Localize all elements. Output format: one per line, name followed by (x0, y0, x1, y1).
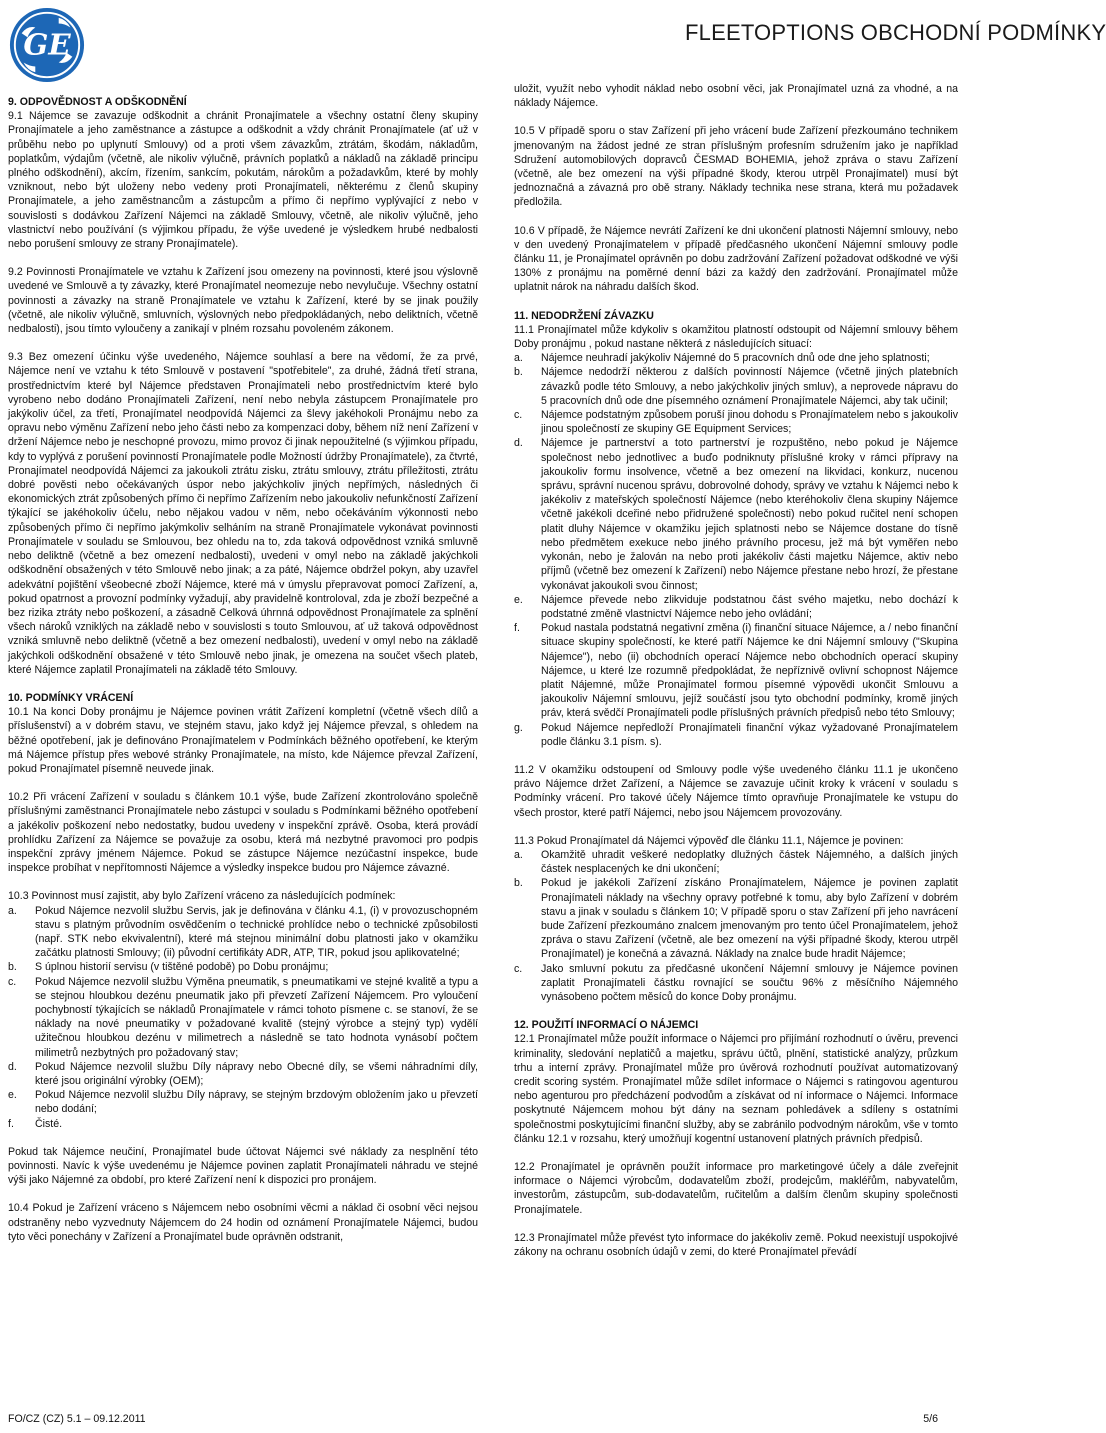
paragraph-10-3-after: Pokud tak Nájemce neučiní, Pronajímatel bude účtovat Nájemci své náklady za nesplnění této povinnosti. Navíc k výše uvedenému je Nájemce povinen zaplatit Pronajímateli náhradu ve stejné výši jako Nájemné za období, pro které Zařízení není k dispozici pro pronájem. (8, 1145, 478, 1187)
list-item: e. Pokud Nájemce nezvolil službu Díly nápravy, se stejným brzdovým obložením jako u převzetí nebo dodání; (8, 1089, 478, 1116)
paragraph-9-3: 9.3 Bez omezení účinku výše uvedeného, Nájemce souhlasí a bere na vědomí, že za prvé, Nájemce není ve vztahu k této Smlouvě v postavení "spotřebitele", za druhé, žádná třetí strana, prostřednictvím které byl Nájemce představen Pronajímateli nebo prostřednictvím které bylo vyrobeno nebo dodáno Pronajímateli Zařízení, není nebo nebyla zástupcem Pronajímatele pro jakýkoliv účel, za třetí, Pronajímatel neodpovídá Nájemci za šlevy jakéhokoli Pronájmu nebo za opravu nebo výměnu Zařízení nebo jeho části nebo za kompenzaci doby, během níž není Zařízení v držení Nájemce nebo je neschopné provozu, mimo provoz či jinak nepoužitelné (s výjimkou případu, kdy to vyplývá z porušení povinností Pronajímatele podle Možností údržby Pronajímatele), za čtvrté, Pronajímatel neodpovídá Nájemci za jakoukoli ztrátu zisku, ztrátu smlouvy, ztrátu příležitosti, ztrátu dobré pověsti nebo očekávaných úspor nebo jakýchkoliv jiných nepřímých, následných či ekonomických ztrát způsobených přímo či nepřímo Zařízením nebo jakoukoliv nefunkčností Zařízení týkající se jakéhokoliv účelu, nebo nějakou vadou v něm, nebo očekáváním výkonnosti nebo způsobených přímo či nepřímo jakýmkoliv selháním na straně Pronajímatele vykonávat povinnosti Pronajímatele v souladu se Smlouvou, bez ohledu na to, zda taková odpovědnost vzniká smluvně nebo deliktně (včetně a bez omezení nedbalosti), uvedeni v omyl nebo na základě jakýchkoli odškodnění obsažených v této Smlouvě nebo jinak; a za páté, Nájemce obdržel pokyn, aby uzavřel adekvátní pojištění všeobecné zboží Nájemce, které má v úmyslu přepravovat pomocí Zařízení, a, pokud opatrnost a provozní podmínky vyžadují, aby pravidelně kontroloval, zda je zboží bezpečné a bez rizika ztráty nebo poškození, a zásadně Celková úhrnná odpovědnost Pronajímatele za splnění všech nároků vzniklých na základě nebo v souvislosti s touto Smlouvou, ať už taková odpovědnost vzniká smluvně nebo deliktně (včetně a bez omezení nedbalosti), uvedení v omyl nebo na základě jakýchkoli odškodnění obsažené v této Smlouvě nebo jinak, je omezena na součet všech plateb, které Nájemce zaplatil Pronajímateli na základě této Smlouvy. (8, 351, 478, 676)
list-item: a. Okamžitě uhradit veškeré nedoplatky dlužných částek Nájemného, a dalších jiných částek nesplacených ke dni ukončení; (514, 848, 958, 876)
list-item: f. Pokud nastala podstatná negativní změna (i) finanční situace Nájemce, a / nebo finanční situace skupiny společností, ke které patří Nájemce ke dni Nájemní smlouvy ("Skupina Nájemce"), nebo (ii) obchodních operací Nájemce nebo obchodních operací skupiny Nájemce, u které lze rozumně předpokládat, že nepříznivě ovlivní schopnost Nájemce platit Nájemné, může Pronajímatel formou písemné výpovědi ukončit Smlouvu a jakoukoliv Nájemní smlouvu, jejíž součástí jsou tyto obchodní podmínky, kromě jiných práv, která svědčí Pronajímateli podle příslušných právních předpisů nebo této Smlouvy; (514, 622, 958, 720)
footer-page-number: 5/6 (923, 1413, 938, 1425)
list-item: b. S úplnou historií servisu (v tištěné podobě) po Dobu pronájmu; (8, 961, 329, 974)
section-10-heading: 10. PODMÍNKY VRÁCENÍ (8, 691, 134, 704)
paragraph-10-4: 10.4 Pokud je Zařízení vráceno s Nájemcem nebo osobními věcmi a náklad či osobní věci nejsou odstraněny nebo vyzvednuty Nájemcem do 24 hodin od oznámení Pronajímatele Nájemci, budou tyto věci ponechány v Zařízení a Pronajímatel bude oprávněn odstranit, (8, 1202, 478, 1243)
footer-document-code: FO/CZ (CZ) 5.1 – 09.12.2011 (8, 1413, 146, 1425)
document-title: FLEETOPTIONS OBCHODNÍ PODMÍNKY (685, 20, 1106, 45)
list-item: d. Pokud Nájemce nezvolil službu Díly nápravy nebo Obecné díly, se všemi náhradními díly, které jsou originální výrobky (OEM); (8, 1060, 478, 1087)
list-item: d. Nájemce je partnerství a toto partnerství je rozpuštěno, nebo pokud je Nájemce společnost nebo jednotlivec a buďo podniknuty příslušné kroky v rámci přípravy na jakoukoliv formu insolvence, včetně a bez omezení na likvidaci, konkurz, nucenou správu, správní nucenou správu, dobrovolné dohody, správy ve vztahu k Nájemci nebo k jakékoliv z mateřských společností Nájemce (nebo kteréhokoliv člena skupiny Nájemce včetně jakékoli dceřiné nebo přidružené společnosti) nebo pokud ručitel není schopen platit dluhy Nájemce v okamžiku jejich splatnosti nebo se Nájemce dostane do tísně nebo předmětem exekuce nebo jiného právního procesu, jež má být vyměřen nebo vykonán, nebo je žalován na nebo proti jakékoliv části majetku Nájemce, aktiv nebo příjmů (včetně bez omezení k Zařízení) nebo Nájemce přestane nebo hrozí, že přestane vykonávat jakoukoli svou činnost; (514, 437, 958, 592)
paragraph-9-2: 9.2 Povinnosti Pronajímatele ve vztahu k Zařízení jsou omezeny na povinnosti, které jsou výslovně uvedené ve Smlouvě a ty závazky, které Pronajímatel neomezuje nebo nevylučuje. Všechny ostatní povinnosti a závazky na straně Pronajímatele ve vztahu k Zařízení, které by se jinak použily (včetně, ale nikoliv výlučně, smluvních, výslovných nebo předpokládaných, nebo deliktních, včetně nedbalosti), jsou tímto vyloučeny a zanikají v plném rozsahu povoleném zákonem. (8, 266, 478, 336)
section-12-heading: 12. POUŽITÍ INFORMACÍ O NÁJEMCI (514, 1019, 699, 1032)
list-item: c. Jako smluvní pokutu za předčasné ukončení Nájemní smlouvy je Nájemce povinen zaplatit Pronajímateli částku rovnající se součtu 96% z měsíčního Nájemného vynásobeno počtem měsíců do konce Doby pronájmu. (514, 962, 958, 1003)
paragraph-10-4-cont: uložit, využít nebo vyhodit náklad nebo osobní věci, jak Pronajímatel uzná za vhodné, a na náklady Nájemce. (514, 83, 958, 110)
paragraph-11-1-intro: 11.1 Pronajímatel může kdykoliv s okamžitou platností odstoupit od Nájemní smlouvy během Doby pronájmu , pokud nastane některá z následujících situací: (514, 323, 958, 351)
list-item: b. Pokud je jakékoli Zařízení získáno Pronajímatelem, Nájemce je povinen zaplatit Pronajímateli náklady na všechny opravy potřebné k tomu, aby bylo Zařízení v dobrém stavu a jinak v souladu s článkem 10; V případě sporu o stav Zařízení při jeho navrácení bude Zařízení přezkoumáno znalcem jmenovaným pro tento účel Pronajímatelem, jehož zpráva o stavu Zařízení (včetně, ale bez omezení na výši případné škody, kterou utrpěl Pronajímatel) je konečná a závazná. Náklady na znalce bude hradit Nájemce; (514, 877, 958, 961)
paragraph-11-3-intro: 11.3 Pokud Pronajímatel dá Nájemci výpověď dle článku 11.1, Nájemce je povinen: (514, 834, 904, 847)
paragraph-11-2: 11.2 V okamžiku odstoupení od Smlouvy podle výše uvedeného článku 11.1 je ukončeno právo Nájemce držet Zařízení, a Nájemce se zavazuje učinit kroky k vrácení v souladu s Podmínky vrácení. Pro takové účely Nájemce tímto opravňuje Pronajímatele ke vstupu do všech prostor, které patří Nájemci, nebo jsou Nájemcem provozovány. (514, 763, 958, 819)
list-item: c. Nájemce podstatným způsobem poruší jinou dohodu s Pronajímatelem nebo s jakoukoliv jinou společností ze skupiny GE Equipment Services; (514, 409, 958, 436)
paragraph-10-5: 10.5 V případě sporu o stav Zařízení při jeho vrácení bude Zařízení přezkoumáno technikem jmenovaným na žádost jedné ze stran příslušným profesním sdružením jako je například Sdružení automobilových dopravců ČESMAD BOHEMIA, jehož zpráva o stavu Zařízení (včetně, ale bez omezení na výši případné škody, kterou utrpěl Pronajímatel) musí být jednoznačná a závazná pro obě strany. Náklady technika nese strana, která mu požadavek předložila. (514, 125, 958, 209)
paragraph-12-1: 12.1 Pronajímatel může použít informace o Nájemci pro přijímání rozhodnutí o úvěru, prevenci kriminality, sledování neplatičů a majetku, správu účtů, plnění, statistické analýzy, průzkum trhu a interní zprávy. Pronajímatel může pro úvěrová rozhodnutí používat automatizovaný credit scoring systém. Pronajímatel může sdílet informace o Nájemci s ratingovou agenturou nebo agenturou pro předcházení podvodům a získávat od ní informace o Nájemci. Informace poskytnuté Nájemcem mohou být dány na seznam pohledávek a sdíleny s ostatními společnostmi poskytujícími finanční služby, aby se zabránilo podvodným nárokům, vše v tomto článku 12.1 v rozsahu, který umožňují kogentní ustanovení platných právních předpisů. (514, 1033, 958, 1145)
list-item: f. Čisté. (8, 1117, 63, 1130)
paragraph-12-2: 12.2 Pronajímatel je oprávněn použít informace pro marketingové účely a dále zveřejnit informace o Nájemci výrobcům, dodavatelům zboží, prodejcům, makléřům, nabyvatelům, investorům, zástupcům, sub-dodavatelům, ručitelům a dalším členům skupiny společnosti Pronajímatele. (514, 1161, 958, 1216)
svg-text:GE: GE (23, 27, 71, 62)
list-item: a. Nájemce neuhradí jakýkoliv Nájemné do 5 pracovních dnů ode dne jeho splatnosti; (514, 352, 930, 365)
paragraph-10-6: 10.6 V případě, že Nájemce nevrátí Zařízení ke dni ukončení platnosti Nájemní smlouvy, nebo v den uvedený Pronajímatelem v případě předčasného ukončení Nájemní smlouvy podle článku 11, je Pronajímatel oprávněn po dobu zadržování Zařízení požadovat odškodné ve výši 130% z pronájmu na poměrné denní bázi za každý den zadržování. Pronajímatel může uplatnit nárok na náhradu dalších škod. (514, 224, 958, 294)
paragraph-9-1: 9.1 Nájemce se zavazuje odškodnit a chránit Pronajímatele a všechny ostatní členy skupiny Pronajímatele a jeho zaměstnance a zástupce a odškodnit a vždy chránit Pronajímatele (ať už v průběhu nebo po uplynutí Smlouvy) od a proti všem závazkům, ztrátám, škodám, nákladům, poplatkům, výdajům (včetně, ale nikoliv výlučně, právních poplatků a nákladů na základě principu plného odškodnění), akcím, řízením, sankcím, pokutám, nárokům a požadavkům, které by mohly vzniknout, nebo být uloženy nebo vedeny proti Pronajímateli, některému z členů skupiny Pronajímatele, a jeho zaměstnancům a zástupcům a přímo či nepřímo vyplývající z nebo v souvislosti s dodávkou Zařízení Nájemci na základě Smlouvy, včetně, ale nikoliv výlučně, jeho vlastnictví nebo používání (s výjimkou případu, že výše uvedené je výsledkem hrubé nedbalosti nebo porušení smlouvy ze strany Pronajímatele). (8, 110, 478, 251)
list-item: b. Nájemce nedodrží některou z dalších povinností Nájemce (včetně jiných platebních závazků podle této Smlouvy, a nebo jakýchkoliv jiných smluv), a neprovede nápravu do 5 pracovních dnů ode dne písemného oznámení Pronajímatele Nájemci, aby tak učinil; (514, 366, 958, 407)
list-10-3 (8, 904, 478, 1131)
paragraph-10-1: 10.1 Na konci Doby pronájmu je Nájemce povinen vrátit Zařízení kompletní (včetně všech dílů a příslušenství) a v dobrém stavu, ve stejném stavu, jako když jej Nájemce převzal, s ohledem na běžné opotřebení, jak je definováno Pronajímatelem v Podmínkách běžného opotřebení, ke kterým má Nájemce přístup přes webové stránky Pronajímatele, na místo, kde Nájemce převzal Zařízení, pokud Pronajímatel písemně neuvede jinak. (8, 706, 478, 775)
section-9-heading: 9. ODPOVĚDNOST A ODŠKODNĚNÍ (8, 96, 187, 108)
section-11-heading: 11. NEDODRŽENÍ ZÁVAZKU (514, 309, 654, 322)
paragraph-10-3-intro: 10.3 Povinnost musí zajistit, aby bylo Zařízení vráceno za následujících podmínek: (8, 890, 396, 903)
list-item: a. Pokud Nájemce nezvolil službu Servis, jak je definována v článku 4.1, (i) v provozuschopném stavu s platným průvodním osvědčením o technické prohlídce nebo o technické způsobilosti (např. STK nebo ekvivalentní), které má stejnou minimální dobu platnosti jako v okamžiku začátku platnosti Smlouvy; (ii) původní certifikáty ADR, ATP, TIR, pokud jsou aplikovatelné; (8, 904, 478, 960)
list-item: c. Pokud Nájemce nezvolil službu Výměna pneumatik, s pneumatikami ve stejné kvalitě a typu a se stejnou hloubkou dezénu pneumatik jako při převzetí Zařízení Nájemcem. Pro vyloučení pochybností týkajících se nákladů Pronajímatele v rámci tohoto písmene c. se stanoví, že se náklady na nové pneumatiky v požadované kvalitě (stejný výrobce a stejný typ) vydělí užitečnou hloubkou dezénu v milimetrech a následně se tato hodnota vynásobí počtem milimetrů nezbytných pro požadovaný stav; (8, 975, 478, 1059)
paragraph-12-3: 12.3 Pronajímatel může převést tyto informace do jakékoliv země. Pokud neexistují uspokojivé zákony na ochranu osobních údajů v zemi, do které Pronajímatel převádí (514, 1231, 958, 1259)
paragraph-10-2: 10.2 Při vrácení Zařízení v souladu s článkem 10.1 výše, bude Zařízení zkontrolováno společně příslušnými zaměstnanci Pronajímatele nebo zástupci v souladu s Podmínkami běžného opotřebení a jakékoliv poškození nebo nedostatky, budou uvedeny v inspekční zprávě. Osoba, která provádí prohlídku Zařízení za Nájemce se považuje za osobu, která má nezbytné pravomoci pro podpis inspekční zprávy jménem Nájemce. Pokud se zástupce Nájemce nezúčastní inspekce, bude inspekce probíhat v nepřítomnosti Nájemce a výsledky inspekce budou pro Nájemce závazné. (8, 791, 478, 875)
list-item: g. Pokud Nájemce nepředloží Pronajímateli finanční výkaz vyžadované Pronajímatelem podle článku 3.1 písm. s). (514, 721, 958, 748)
left-column (8, 95, 478, 1258)
list-11-3 (514, 848, 958, 1004)
right-column (514, 82, 958, 1273)
ge-logo (8, 6, 86, 84)
list-item: e. Nájemce převede nebo zlikviduje podstatnou část svého majetku, nebo dochází k podstatné změně vlastnictví Nájemce nebo jeho ovládání; (514, 593, 958, 620)
list-11-1 (514, 351, 958, 749)
